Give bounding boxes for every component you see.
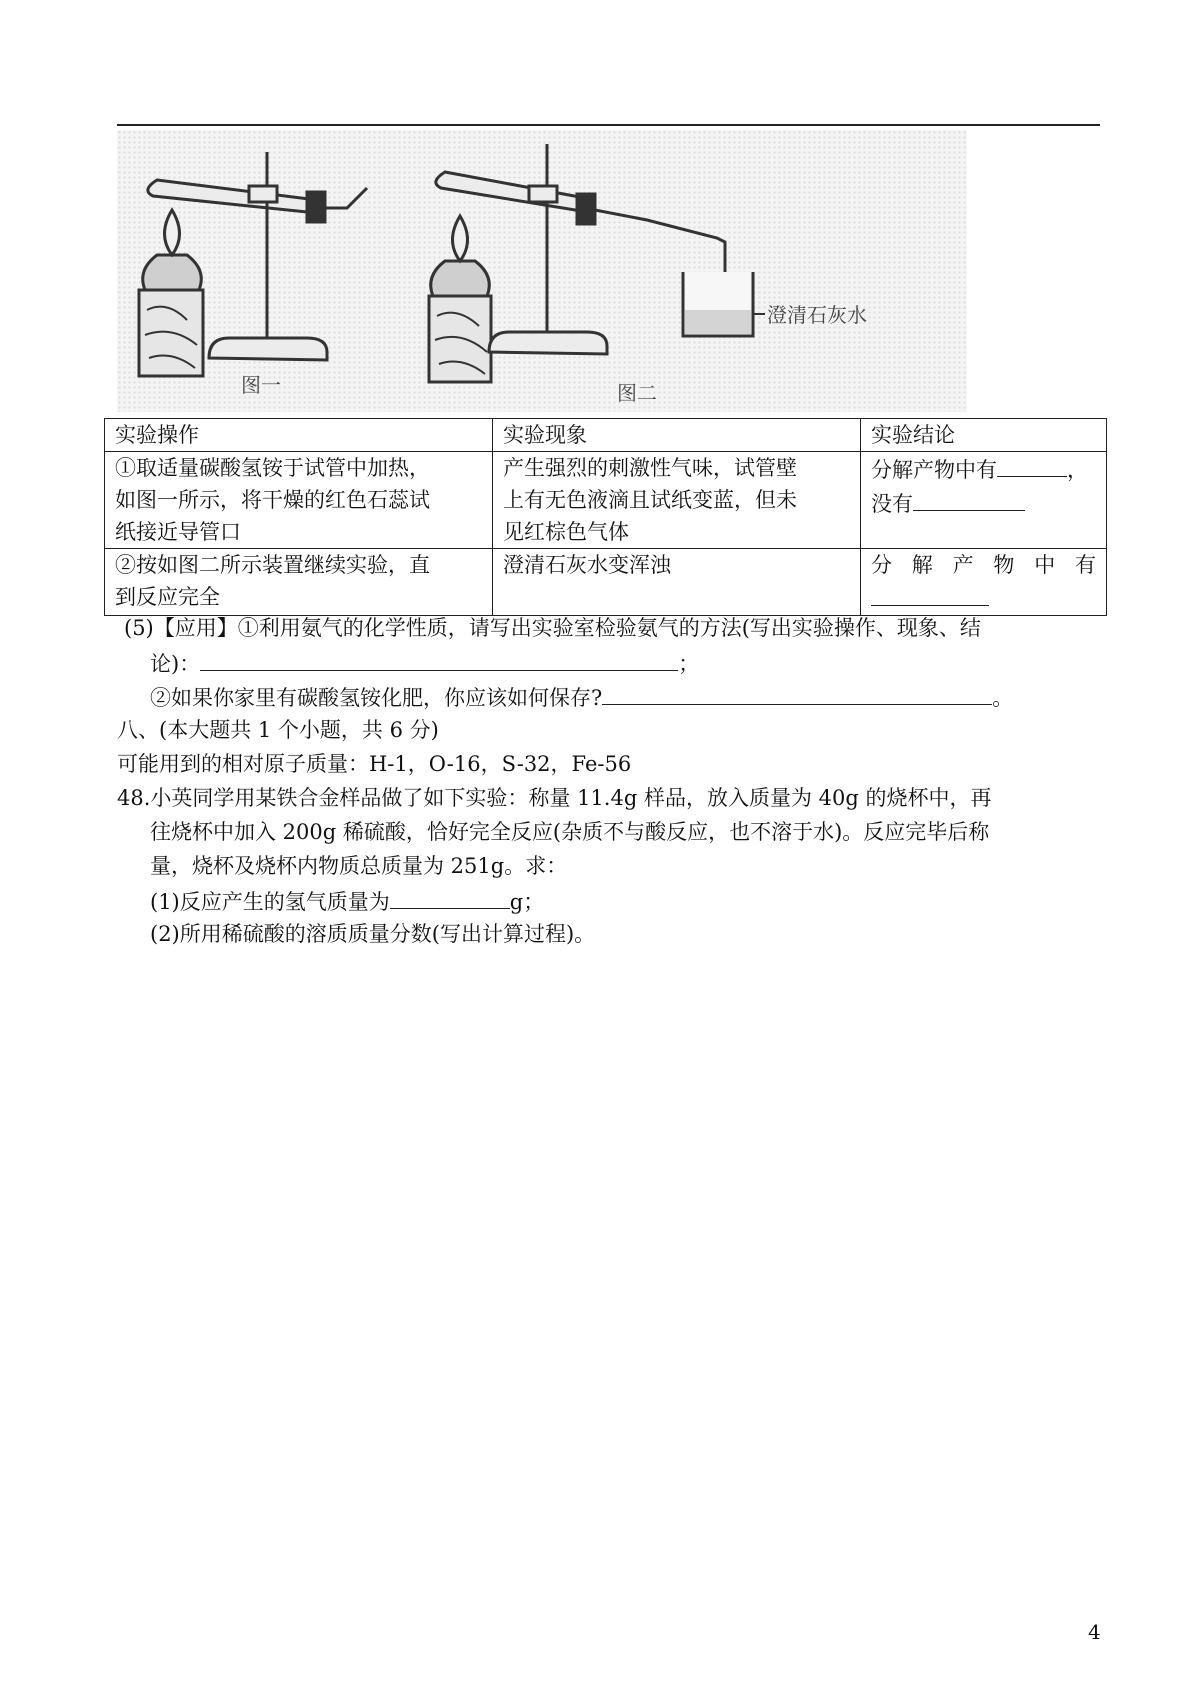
apparatus-figure <box>117 130 967 412</box>
answer-blank[interactable] <box>871 581 989 606</box>
row2-conclusion: 分 解 产 物 中 有 <box>861 549 1107 616</box>
q48-line1: 48.小英同学用某铁合金样品做了如下实验：称量 11.4g 样品，放入质量为 40g 的烧杯中，再 <box>117 786 992 810</box>
fig1-flame <box>165 210 180 255</box>
header-operation: 实验操作 <box>105 419 493 452</box>
q48-sub2: (2)所用稀硫酸的溶质质量分数(写出计算过程)。 <box>150 922 596 946</box>
fig1-test-tube <box>148 180 322 212</box>
row2-operation: ②按如图二所示装置继续实验，直 到反应完全 <box>105 549 493 616</box>
table-row <box>105 452 1107 549</box>
answer-blank[interactable] <box>602 680 992 705</box>
answer-blank[interactable] <box>997 452 1067 477</box>
fig2-stand-base <box>489 332 607 354</box>
q48-line3: 量，烧杯及烧杯内物质总质量为 251g。求： <box>150 854 568 878</box>
table-row <box>105 549 1107 616</box>
top-rule <box>117 124 1100 126</box>
fig2-clamp <box>529 186 557 202</box>
answer-blank[interactable] <box>200 646 678 671</box>
fig1-delivery-tube <box>325 188 367 208</box>
header-conclusion: 实验结论 <box>861 419 1107 452</box>
row1-phenomenon: 产生强烈的刺激性气味，试管壁 上有无色液滴且试纸变蓝，但未 见红棕色气体 <box>493 452 861 549</box>
row1-operation: ①取适量碳酸氢铵于试管中加热， 如图一所示，将干燥的红色石蕊试 纸接近导管口 <box>105 452 493 549</box>
fig2-limewater <box>685 310 751 334</box>
fig1-stopper <box>307 192 325 222</box>
row1-conclusion: 分解产物中有 ， 没有 <box>861 452 1107 549</box>
row2-phenomenon: 澄清石灰水变浑浊 <box>493 549 861 616</box>
page-number: 4 <box>1088 1620 1101 1644</box>
q5-line1: (5)【应用】①利用氨气的化学性质，请写出实验室检验氨气的方法(写出实验操作、现象、结 <box>124 616 981 640</box>
section8-title: 八、(本大题共 1 个小题，共 6 分) <box>117 718 439 742</box>
fig1-alcohol-lamp <box>143 255 202 290</box>
fig2-label: 图二 <box>617 381 657 405</box>
answer-blank[interactable] <box>913 486 1025 511</box>
q5-line3: ②如果你家里有碳酸氢铵化肥，你应该如何保存? 。 <box>150 680 1013 714</box>
limewater-label: 澄清石灰水 <box>767 303 867 327</box>
q48-line2: 往烧杯中加入 200g 稀硫酸，恰好完全反应(杂质不与酸反应，也不溶于水)。反应完毕后称 <box>150 820 990 844</box>
header-phenomenon: 实验现象 <box>493 419 861 452</box>
fig2-flame <box>453 216 468 261</box>
fig1-label: 图一 <box>241 373 281 397</box>
table-header-row <box>105 419 1107 452</box>
q5-line2: 论)： ； <box>150 646 699 680</box>
apparatus-drawing <box>117 130 967 412</box>
fig1-clamp <box>249 186 277 202</box>
fig2-stopper <box>577 194 595 224</box>
fig2-alcohol-lamp <box>431 261 490 296</box>
q48-sub1: (1)反应产生的氢气质量为 g； <box>150 884 544 918</box>
fig2-test-tube <box>436 172 590 210</box>
atomic-masses: 可能用到的相对原子质量：H-1，O-16，S-32，Fe-56 <box>117 752 632 776</box>
answer-blank[interactable] <box>390 884 510 909</box>
fig1-stand-base <box>209 338 327 360</box>
experiment-table <box>104 418 1107 616</box>
